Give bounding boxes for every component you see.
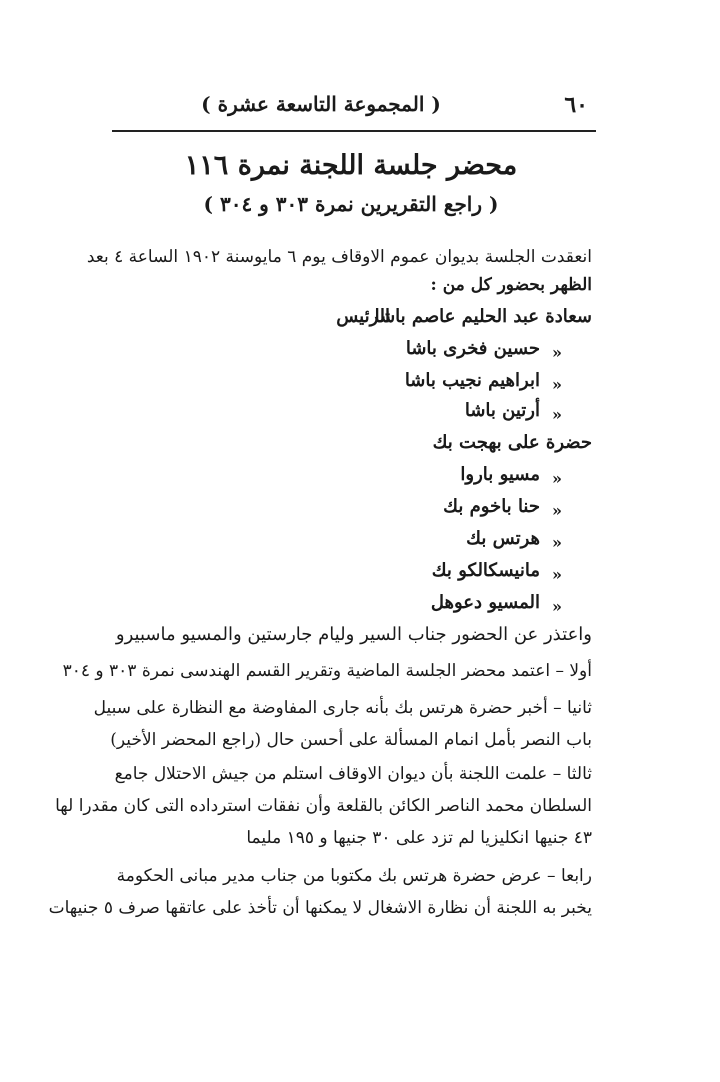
item-fourth-line-1: رابعا – عرض حضرة هرتس بك مكتوبا من جناب مدير مبانى الحكومة: [116, 866, 592, 886]
member-name: ابراهيم نجيب باشا: [404, 370, 540, 391]
ditto-mark: «: [552, 469, 562, 488]
item-fourth-line-2: يخبر به اللجنة أن نظارة الاشغال لا يمكنها أن تأخذ على عاتقها صرف ٥ جنيهات: [48, 898, 592, 918]
item-second-line-2: باب النصر بأمل انمام المسألة على أحسن حال (راجع المحضر الأخير): [110, 730, 592, 750]
ditto-mark: «: [552, 343, 562, 362]
session-subtitle: ( راجع التقريرين نمرة ٣٠٣ و ٣٠٤ ): [203, 192, 499, 216]
item-first: أولا – اعتمد محضر الجلسة الماضية وتقرير القسم الهندسى نمرة ٣٠٣ و ٣٠٤: [62, 661, 592, 681]
ditto-mark: «: [552, 405, 562, 424]
chairman-role: الرئيس: [336, 306, 390, 327]
item-second-line-1: ثانيا – أخبر حضرة هرتس بك بأنه جارى المفاوضة مع النظارة على سبيل: [93, 698, 592, 718]
opening-line-2: الظهر بحضور كل من :: [430, 275, 592, 295]
apology-line: واعتذر عن الحضور جناب السير وليام جارستين والمسيو ماسبيرو: [115, 624, 592, 645]
header-rule: [112, 130, 596, 132]
item-third-line-2: السلطان محمد الناصر الكائن بالقلعة وأن نفقات استرداده التى كان مقدرا لها: [55, 796, 592, 816]
item-third-line-3: ٤٣ جنيها انكليزيا لم تزد على ٣٠ جنيها و ١٩٥ مليما: [246, 828, 592, 848]
ditto-mark: «: [552, 565, 562, 584]
member-name: أرتين باشا: [464, 400, 540, 421]
ditto-mark: «: [552, 375, 562, 394]
ditto-mark: «: [552, 533, 562, 552]
member-name: مانيسكالكو بك: [431, 560, 540, 581]
running-title: ( المجموعة التاسعة عشرة ): [201, 92, 441, 116]
session-title: محضر جلسة اللجنة نمرة ١١٦: [184, 150, 518, 181]
member-hadra: حضرة على بهجت بك: [432, 432, 592, 453]
member-name: حنا باخوم بك: [443, 496, 540, 517]
member-name: هرتس بك: [466, 528, 540, 549]
member-name: المسيو دعوهل: [430, 592, 540, 613]
member-name: حسين فخرى باشا: [405, 338, 540, 359]
chairman-name: سعادة عبد الحليم عاصم باشا: [374, 306, 592, 327]
opening-line-1: انعقدت الجلسة بديوان عموم الاوقاف يوم ٦ مايوسنة ١٩٠٢ الساعة ٤ بعد: [86, 247, 592, 267]
item-third-line-1: ثالثا – علمت اللجنة بأن ديوان الاوقاف استلم من جيش الاحتلال جامع: [114, 764, 592, 784]
page-number: ٦٠: [564, 92, 588, 118]
ditto-mark: «: [552, 597, 562, 616]
ditto-mark: «: [552, 501, 562, 520]
page-header: [110, 88, 592, 128]
member-name: مسيو باروا: [460, 464, 540, 485]
